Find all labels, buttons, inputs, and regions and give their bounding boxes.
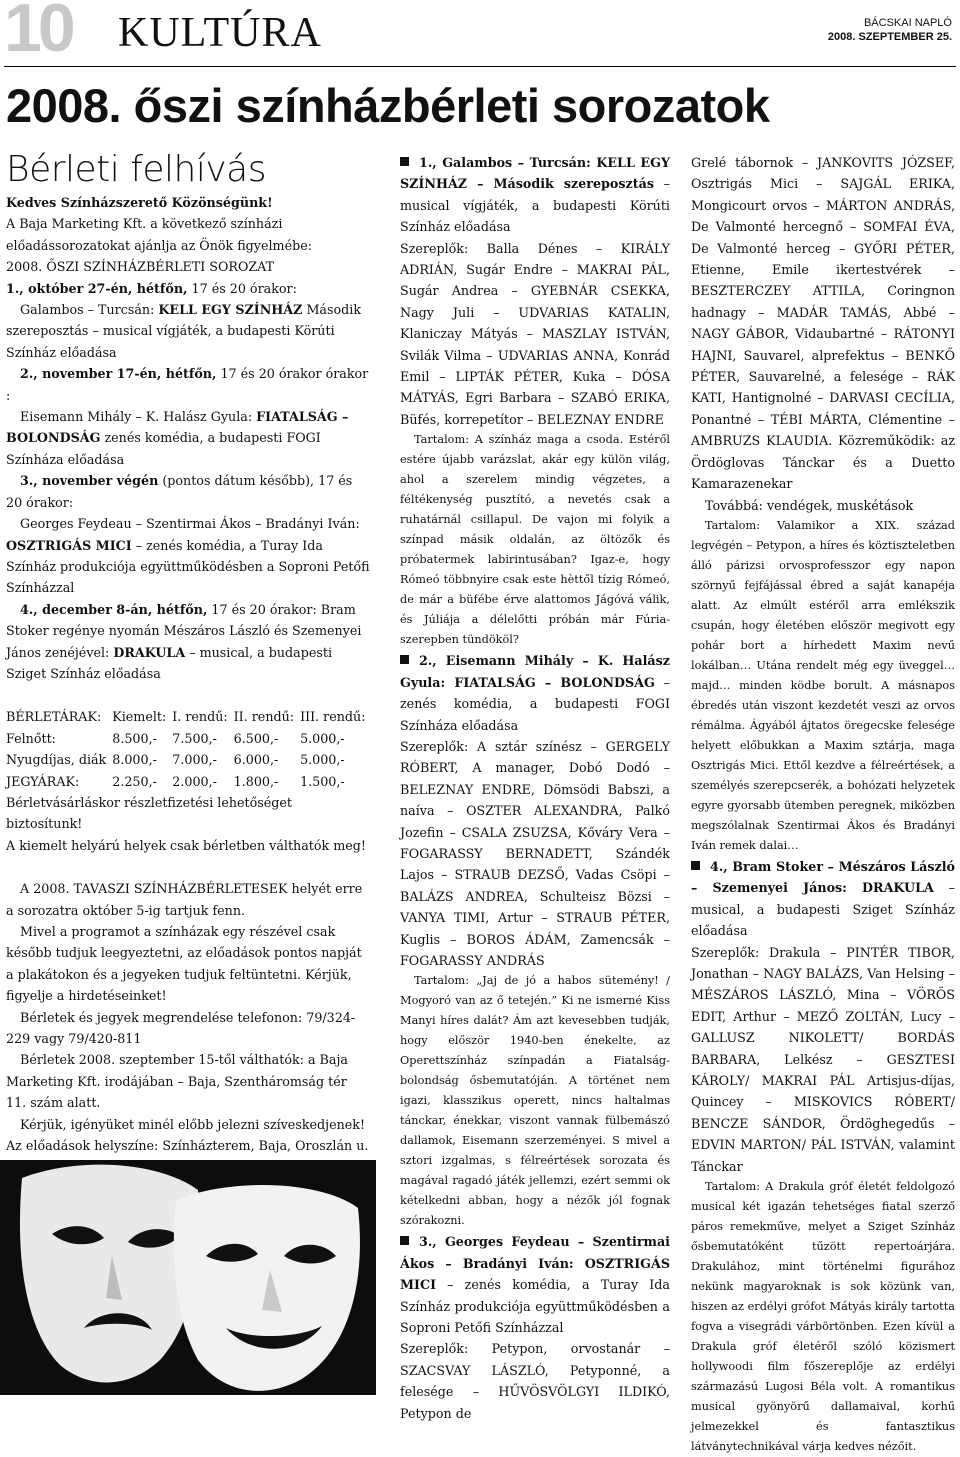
office-info: Bérletek 2008. szeptember 15-től válthatók: a Baja Marketing Kft. irodájában – Baja, Szentháromság tér 11. szám alatt. [6,1052,348,1111]
play-4-title: 4., Bram Stoker – Mészáros László – Szemenyei János: DRAKULA – musical, a budapesti Sziget Színház előadása [691,858,955,939]
play-3-content: Tartalom: Valamikor a XIX. század legvégén – Petypon, a híres és köztiszteletben álló párizsi orvosprofesszor egy napon szörnyű fejfájással ébred a saját kanapéja alatt. Az elmúlt estéről arra emlékszik csupán, hogy életében először megivott egy pohár bort a hírhedett Maxim nevű lokálban… Utána rendelt még egy üveggel… majd… minden ködbe borult. A másnapos ébredés után viszont kezdetét veszi az orvos rémálma. Ágyából ájtatos öregecske felesége helyett előbukkan a Maxim sztárja, maga Osztrigás Mici. Ettől kezdve a félreértések, a személyés szerepcserék, a bohózati helyzetek egyre gyorsabb ütemben peregnek, miközben megszólalnak Szentirmai Ákos és Bradányi Iván remek dalai… [691,518,955,852]
issue-date: 2008. SZEPTEMBER 25. [827,31,952,43]
bullet-square-icon [400,157,409,166]
bullet-square-icon [400,1236,409,1245]
program-item-1-desc: Galambos – Turcsán: KELL EGY SZÍNHÁZ Második szereposztás – musical vígjáték, a budapesti Körúti Színház előadása [6,302,362,360]
play-4-content: Tartalom: A Drakula gróf életét feldolgozó musical két igazán tehetséges fiatal szerző páros remekműve, melyet a Sziget Színház ősbemutatóként tűzött repertoárjára. Drakulához, mint történelmi figurához nekünk magyaroknak is sok közünk van, hiszen az erdélyi grófot Mátyás király tartotta fogva a visegrádi várbörtönben. Ezen kívül a Drakula gróf életéről szóló közismert hollywoodi film főszereplője az erdélyi származású Lugosi Béla volt. A romantikus musical gyönyörű dallamaival, korhű jelmezekkel és fantasztikus látványtechnikával várja kedves nézőit. [691,1180,955,1453]
play-3-title: 3., Georges Feydeau – Szentirmai Ákos – Bradányi Iván: OSZTRIGÁS MICI – zenés komédia, a Turay Ida Színház produkciója együttműködésben a Soproni Petőfi Színházzal [400,1234,670,1335]
page-headline: 2008. őszi színházbérleti sorozatok [6,79,770,132]
theatre-masks-icon [0,1160,376,1395]
price-row: Felnőtt: 8.500,- 7.500,- 6.500,- 5.000,- [6,730,345,746]
play-4-cast: Szereplők: Drakula – PINTÉR TIBOR, Jonathan – NAGY BALÁZS, Van Helsing – MÉSZÁROS LÁSZLÓ, Mina – VÖRÖS EDIT, Arthur – MEZŐ ZOLTÁN, Lucy – GALLUSZ NIKOLETT/ BORDÁS BARBARA, Lelkész – GESZTESI KÁROLY/ MAKRAI PÁL Artisjus-díjas, Quincey – MISKOVICS RÓBERT/ BENCZE SÁNDOR, Ördöghegedűs – EDVIN MARTON/ PÁL ISTVÁN, valamint Tánckar [691,944,955,1174]
program-item-4: 4., december 8-án, hétfőn, 17 és 20 órakor: Bram Stoker regénye nyomán Mészáros László és Szemenyei János zenéjével: DRAKULA – musical, a budapesti Sziget Színház előadása [6,601,362,681]
venue: Az előadások helyszíne: Színházterem, Baja, Oroszlán u. [6,1138,369,1154]
price-table [6,706,371,792]
play-1-content: Tartalom: A színház maga a csoda. Estéről estére újabb varázslat, akár egy külön világ, ahol a szerelem mindig végzetes, a féltékenység pusztító, a nevetés csak a ruhatárnál csillapul. De vajon mi folyik a színpad másik oldalán, az öltözők és próbatermek labirintusában? Igaz-e, hogy Rómeó többnyire csak este hèttől tízig Rómeó, de már a büfébe érve alattomos Jágóvá válik, és Júliája a délelőtti próbán már Fúria-szerepben tündököl? [400,433,670,647]
play-2-title: 2., Eisemann Mihály – K. Halász Gyula: FIATALSÁG – BOLONDSÁG – zenés komédia, a budapesti FOGI Színháza előadása [400,653,670,733]
price-note-premium: A kiemelt helyárú helyek csak bérletben válthatók meg! [6,837,366,853]
play-3-guests: Továbbá: vendégek, muskétások [705,497,914,513]
column-2 [400,152,670,1424]
spring-subscribers-note: A 2008. TAVASZI SZÍNHÁZBÉRLETESEK helyét erre a sorozatra október 5-ig tartjuk fenn. [6,881,363,918]
program-item-2-desc: Eisemann Mihály – K. Halász Gyula: FIATALSÁG – BOLONDSÁG zenés komédia, a budapesti FOGI Színháza előadása [6,409,349,467]
section-title: KULTÚRA [118,10,322,56]
play-2-content: Tartalom: „Jaj de jó a habos sütemény! / Mogyoró van az ő tetején.” Ki ne ismerné Kiss Manyi híres dalát? Ám azt kevesebben tudják, hogy először 1940-ben énekelte, az Operettszínház színpadán a Fiatalság-bolondság ősbemutatóján. A történet nem igazi, klasszikus operett, nincs haltalmas tánckar, énekkar, viszont vannak fülbemászó dallamok, Eisemann szerzeményei. S mivel a sztori izgalmas, s félreértések sorozata és magával ragadó játék jellemzi, ezért semmi ok kételkedni abban, hogy a nézők jól fognak szórakozni. [400,974,670,1228]
price-row: JEGYÁRAK: 2.250,- 2.000,- 1.800,- 1.500,- [6,773,345,789]
bullet-square-icon [400,655,409,664]
play-3-cast: Szereplők: Petypon, orvostanár – SZACSVAY LÁSZLÓ, Petyponné, a felesége – HŰVÖSVÖLGYI ILDIKÓ, Petypon de [400,1341,670,1421]
price-row: Nyugdíjas, diák 8.000,- 7.000,- 6.000,- 5.000,- [6,752,345,768]
program-item-1: 1., október 27-én, hétfőn, 17 és 20 órakor: [6,280,297,296]
program-item-3: 3., november végén (pontos dátum később), 17 és 20 órakor: [6,473,353,510]
play-1-title: 1., Galambos – Turcsán: KELL EGY SZÍNHÁZ – Második szereposztás – musical vígjáték, a budapesti Körúti Színház előadása [400,155,670,235]
series-title: 2008. ŐSZI SZÍNHÁZBÉRLETI SOROZAT [6,259,275,275]
kicker: Bérleti felhívás [6,149,266,190]
program-note: Mivel a programot a színházak egy részével csak később tudjuk leegyeztetni, az előadások pontos napját a plakátokon és a jegyeken tudjuk feltüntetni. Kérjük, figyelje a hirdetéseinket! [6,924,362,1004]
play-1-cast: Szereplők: Balla Dénes – KIRÁLY ADRIÁN, Sugár Endre – MAKRAI PÁL, Sugár Andrea – GYEBNÁR CSEKKA, Nagy Juli – UDVARIAS KATALIN, Klaniczay Mátyás – MASZLAY ISTVÁN, Svilák Vilma – UDVARIAS ANNA, Konrád Emil – LIPTÁK PÉTER, Kuka – DÓSA MÁTYÁS, Egri Barbara – SZABÓ ERIKA, Büfés, korrepetítor – BELEZNAY ENDRE [400,240,670,427]
bullet-square-icon [691,861,700,870]
intro: A Baja Marketing Kft. a következő színházi előadássorozatokat ajánlja az Önök figyelmébe: [6,216,312,253]
masthead-info [828,16,952,44]
price-note-installments: Bérletvásárláskor részletfizetési lehetőséget biztosítunk! [6,794,293,832]
price-header-row: BÉRLETÁRAK: Kiemelt: I. rendű: II. rendű: III. rendű: [6,709,366,725]
greeting: Kedves Színházszerető Közönségünk! [6,195,273,210]
column-3 [691,152,955,1457]
play-3-cast-continued: Grelé tábornok – JANKOVITS JÓZSEF, Osztrigás Mici – SAJGÁL ERIKA, Mongicourt orvos – MÁRTON ANDRÁS, De Valmonté hercegnő – SOMFAI ÉVA, De Valmonté herceg – GYŐRI PÉTER, Etienne, Emile ikertestvérek – BESZTERCZEY ATTILA, Coringnon hadnagy – MADÁR TAMÁS, Abbé – NAGY GÁBOR, Vidaubartné – RÁTONYI HAJNI, Sauvarel, alprefektus – BENKŐ PÉTER, Sauvarelné, a felesége – RÁK KATI, Hantignolné – DARVASI CECÍLIA, Ponantné – TÉBI MÁRTA, Clémentine – AMBRUZS KLAUDIA. Közreműködik: az Ördöglovas Tánckar és a Duetto Kamarazenekar [691,155,955,492]
notify-request: Kérjük, igényüket minél előbb jelezni szíveskedjenek! [20,1116,366,1132]
play-2-cast: Szereplők: A sztár színész – GERGELY RÓBERT, A manager, Dobó Dodó – BELEZNAY ENDRE, Dömsödi Babszi, a naíva – OSZTER ALEXANDRA, Palkó Jozefin – CSALA ZSUZSA, Kőváry Vera – FOGARASSY BERNADETT, Szándék Lajos – STRAUB DEZSŐ, Vadas Csöpi – BALÁZS ANDREA, Schulteisz Bözsi – VANYA TIMI, Artur – STRAUB PÉTER, Kuglis – BOROS ÁDÁM, Zamencsák – FOGARASSY ANDRÁS [400,738,670,968]
page-number: 10 [4,0,72,66]
newspaper-name: BÁCSKAI NAPLÓ [863,17,952,29]
program-item-2: 2., november 17-én, hétfőn, 17 és 20 órakor órakor : [6,366,369,403]
header-rule [4,66,956,67]
program-item-3-desc: Georges Feydeau – Szentirmai Ákos – Bradányi Iván: OSZTRIGÁS MICI – zenés komédia, a Turay Ida Színház produkciója együttműködésben a Soproni Petőfi Színházzal [6,516,370,596]
column-1 [6,148,370,1221]
phone-orders: Bérletek és jegyek megrendelése telefonon: 79/324-229 vagy 79/420-811 [6,1009,356,1047]
